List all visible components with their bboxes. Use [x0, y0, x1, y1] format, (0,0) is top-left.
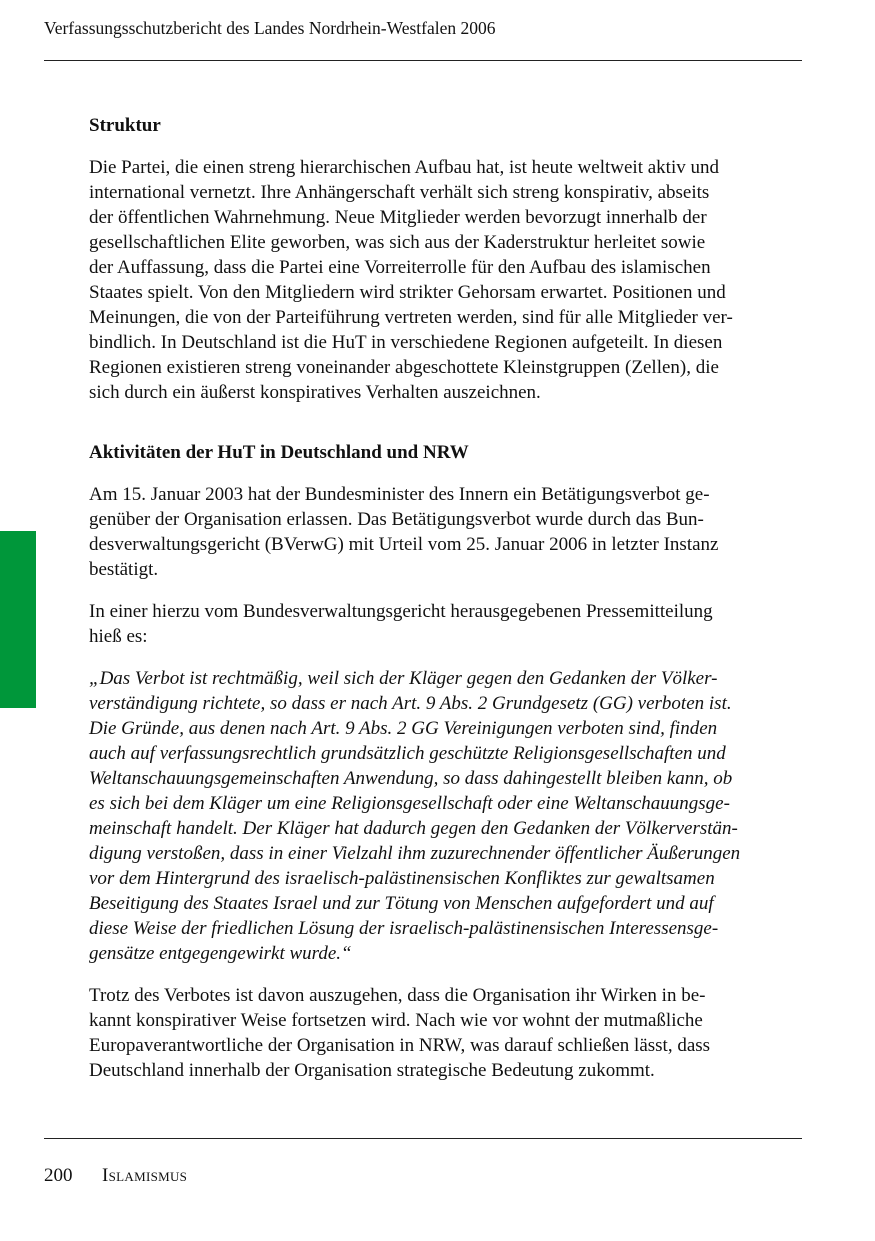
text-line: In einer hierzu vom Bundesverwaltungsgericht herausgegebenen Pressemitteilung [89, 601, 713, 622]
section-heading-struktur: Struktur [89, 115, 161, 136]
paragraph-verbot [89, 482, 804, 582]
text-line: Meinungen, die von der Parteiführung vertreten werden, sind für alle Mitglieder ver- [89, 307, 733, 328]
quote-line: verständigung richtete, so dass er nach Art. 9 Abs. 2 Grundgesetz (GG) verboten ist. [89, 693, 732, 714]
quote-line: „Das Verbot ist rechtmäßig, weil sich der Kläger gegen den Gedanken der Völker- [89, 668, 718, 689]
quote-line: vor dem Hintergrund des israelisch-palästinensischen Konfliktes zur gewaltsamen [89, 868, 715, 889]
quote-line: es sich bei dem Kläger um eine Religionsgesellschaft oder eine Weltanschauungsge- [89, 793, 730, 814]
page-footer [44, 1164, 187, 1188]
text-line: Trotz des Verbotes ist davon auszugehen, dass die Organisation ihr Wirken in be- [89, 985, 706, 1006]
section-heading-aktivitaeten: Aktivitäten der HuT in Deutschland und NRW [89, 442, 469, 463]
text-line: der öffentlichen Wahrnehmung. Neue Mitglieder werden bevorzugt innerhalb der [89, 207, 707, 228]
text-line: Europaverantwortliche der Organisation in NRW, was darauf schließen lässt, dass [89, 1035, 711, 1056]
header-rule [44, 60, 802, 61]
text-line: Deutschland innerhalb der Organisation strategische Bedeutung zukommt. [89, 1060, 655, 1081]
paragraph-fortsetzung [89, 983, 804, 1083]
quote-line: meinschaft handelt. Der Kläger hat dadurch gegen den Gedanken der Völkerverstän- [89, 818, 738, 839]
text-line: hieß es: [89, 626, 148, 647]
quote-line: diese Weise der friedlichen Lösung der israelisch-palästinensischen Interessensge- [89, 918, 719, 939]
text-line: gesellschaftlichen Elite geworben, was sich aus der Kaderstruktur herleitet sowie [89, 232, 706, 253]
text-line: der Auffassung, dass die Partei eine Vorreiterrolle für den Aufbau des islamischen [89, 257, 711, 278]
quote-line: gensätze entgegengewirkt wurde.“ [89, 943, 352, 964]
quote-line: Beseitigung des Staates Israel und zur Tötung von Menschen aufgefordert und auf [89, 893, 714, 914]
quote-line: Die Gründe, aus denen nach Art. 9 Abs. 2 GG Vereinigungen verboten sind, finden [89, 718, 718, 739]
page-body [89, 113, 804, 1100]
text-line: kannt konspirativer Weise fortsetzen wird. Nach wie vor wohnt der mutmaßliche [89, 1010, 703, 1031]
text-line: genüber der Organisation erlassen. Das Betätigungsverbot wurde durch das Bun- [89, 509, 704, 530]
text-line: desverwaltungsgericht (BVerwG) mit Urteil vom 25. Januar 2006 in letzter Instanz [89, 534, 719, 555]
text-line: sich durch ein äußerst konspiratives Verhalten auszeichnen. [89, 382, 541, 403]
text-line: bestätigt. [89, 559, 159, 580]
quote-line: Weltanschauungsgemeinschaften Anwendung, so dass dahingestellt bleiben kann, ob [89, 768, 733, 789]
footer-rule [44, 1138, 802, 1139]
paragraph-pressemitteilung [89, 599, 804, 649]
paragraph-quote [89, 666, 804, 966]
page-number: 200 [44, 1165, 73, 1186]
quote-line: digung verstoßen, dass in einer Vielzahl ihm zuzurechnender öffentlicher Äußerungen [89, 843, 741, 864]
text-line: Am 15. Januar 2003 hat der Bundesminister des Innern ein Betätigungsverbot ge- [89, 484, 710, 505]
text-line: Die Partei, die einen streng hierarchischen Aufbau hat, ist heute weltweit aktiv und [89, 157, 719, 178]
quote-line: auch auf verfassungsrechtlich grundsätzlich geschützte Religionsgesellschaften und [89, 743, 726, 764]
footer-section-name: Islamismus [102, 1165, 188, 1186]
chapter-tab-marker [0, 531, 36, 708]
text-line: Staates spielt. Von den Mitgliedern wird strikter Gehorsam erwartet. Positionen und [89, 282, 726, 303]
text-line: international vernetzt. Ihre Anhängerschaft verhält sich streng konspirativ, abseits [89, 182, 710, 203]
running-header: Verfassungsschutzbericht des Landes Nordrhein-Westfalen 2006 [44, 18, 496, 38]
text-line: bindlich. In Deutschland ist die HuT in verschiedene Regionen aufgeteilt. In diesen [89, 332, 723, 353]
text-line: Regionen existieren streng voneinander abgeschottete Kleinstgruppen (Zellen), die [89, 357, 719, 378]
paragraph-struktur [89, 155, 804, 405]
